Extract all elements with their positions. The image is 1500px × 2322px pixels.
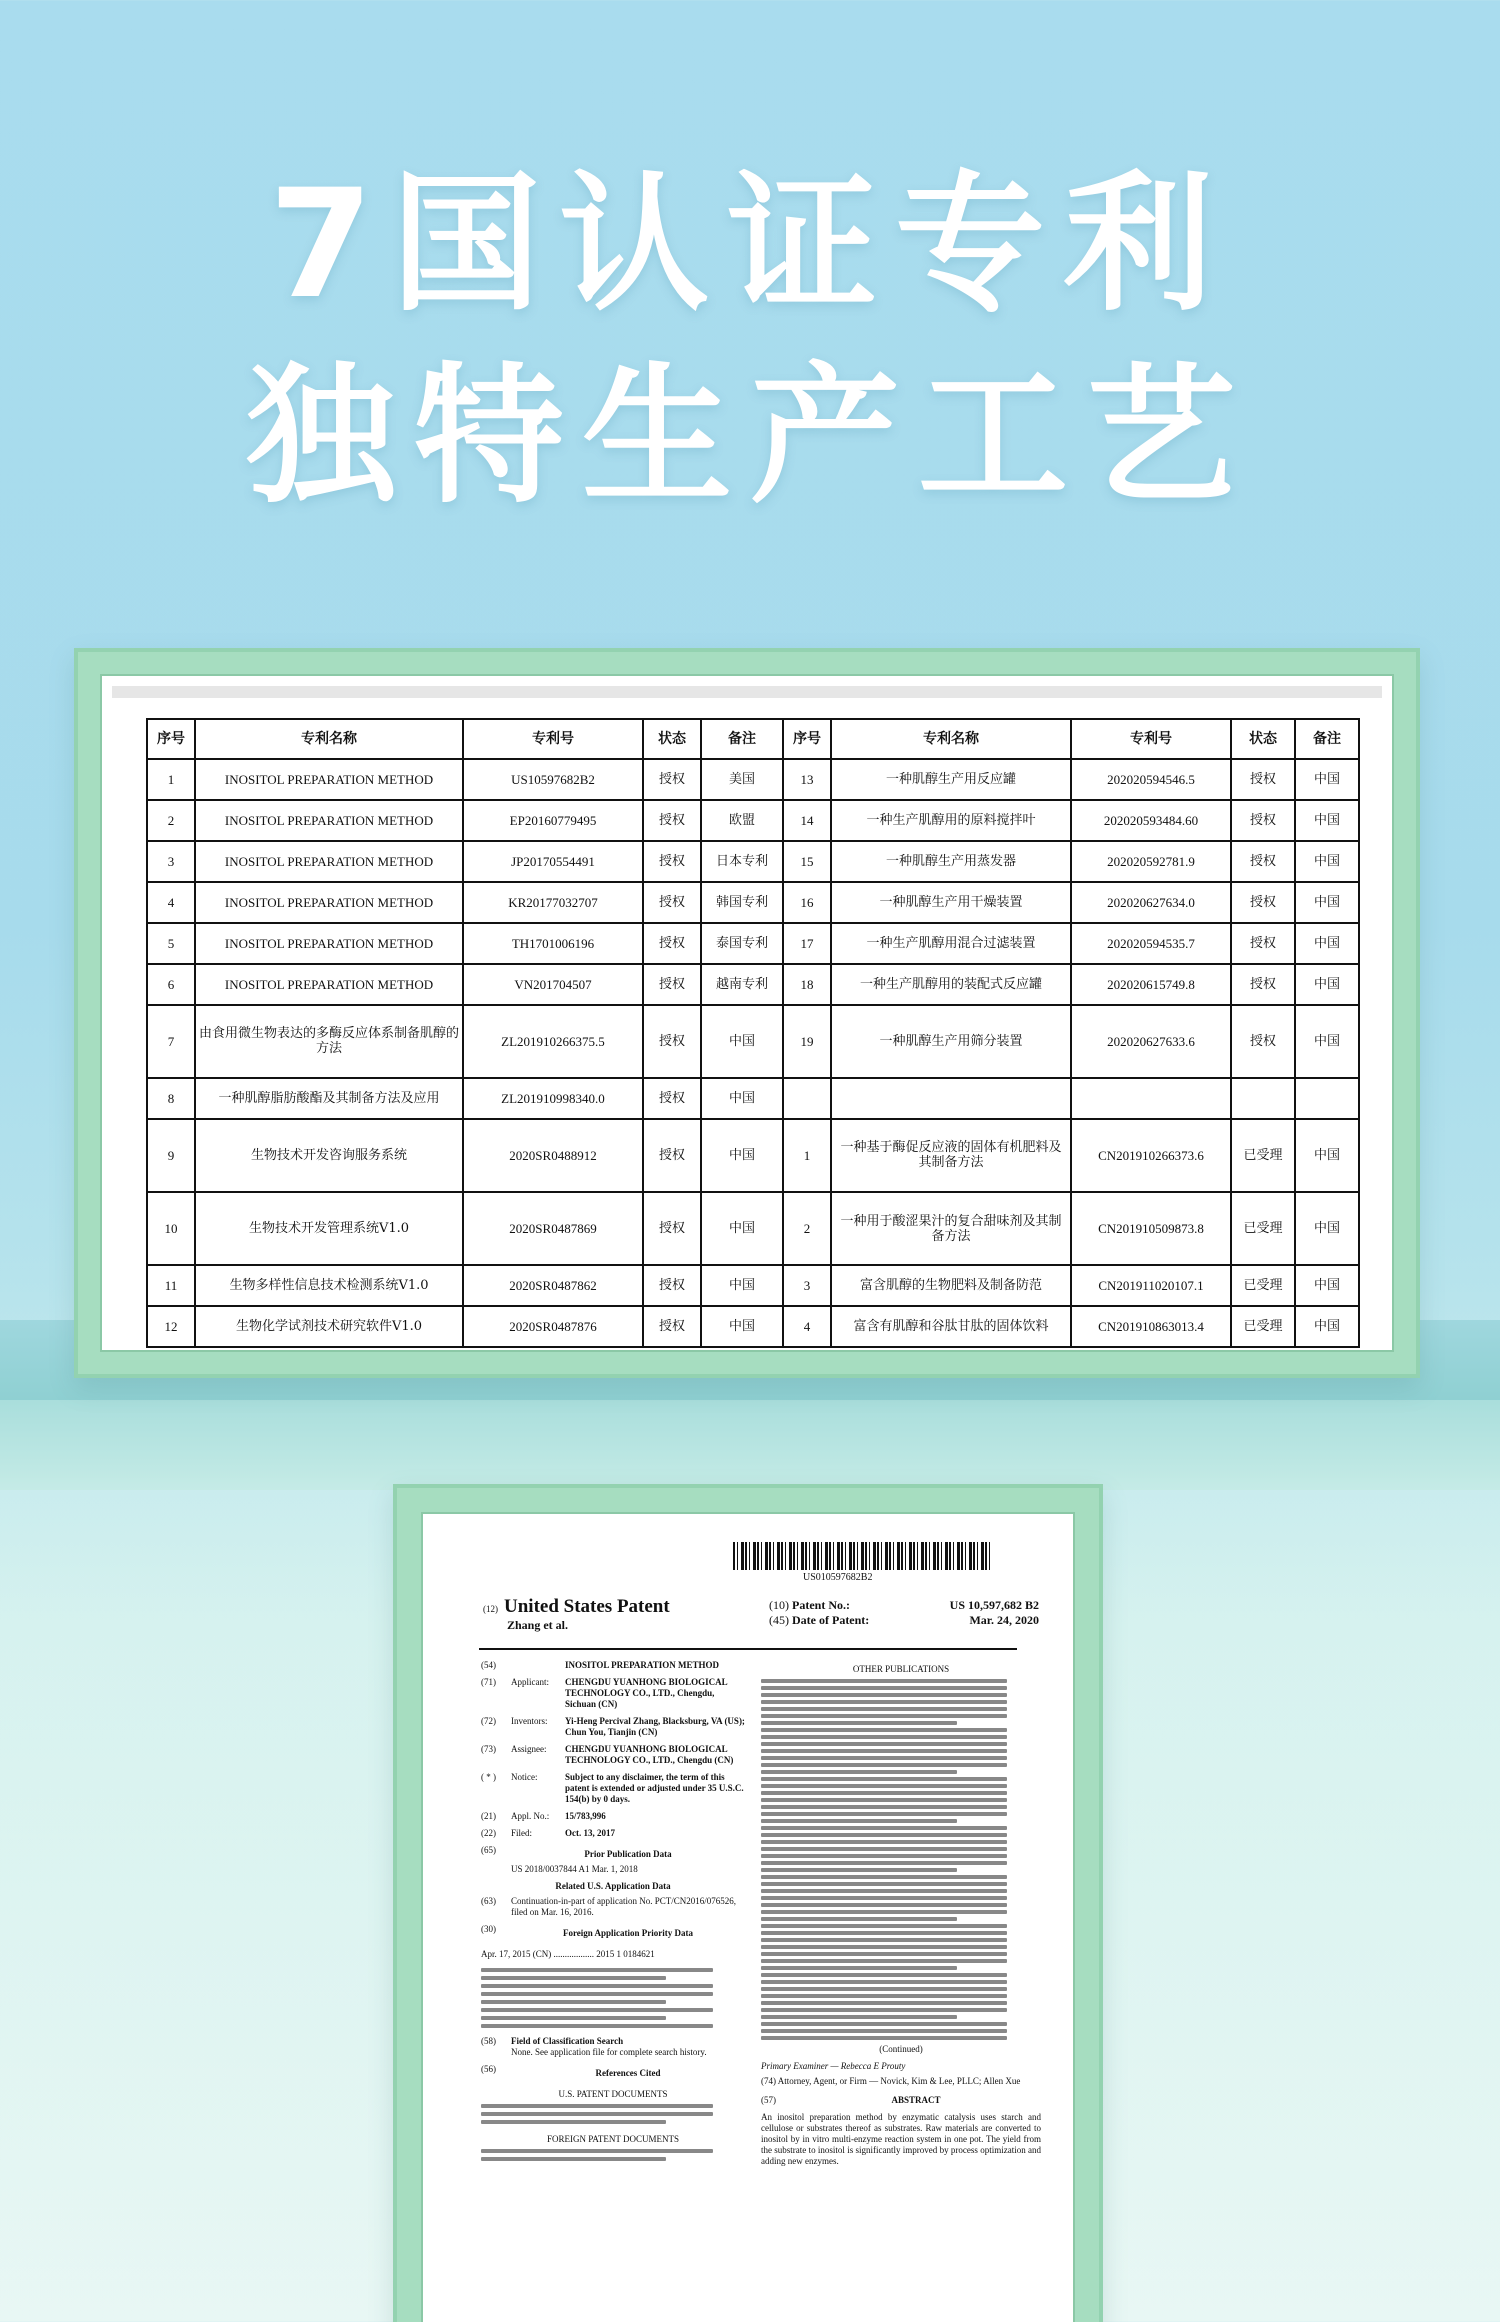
note-cell: 美国 [701,759,783,800]
class-line [481,1992,713,1996]
status-cell [1231,1078,1295,1119]
table-row [147,1192,1359,1265]
publication-line [761,1805,1007,1809]
note-cell: 越南专利 [701,964,783,1005]
field-text: None. See application file for complete search history. [511,2047,707,2057]
seq-cell: 8 [147,1078,195,1119]
note-cell: 中国 [1295,1119,1359,1192]
publication-line [761,1756,1007,1760]
field-code: (73) [481,1744,496,1754]
field-value: CHENGDU YUANHONG BIOLOGICAL TECHNOLOGY CO., LTD., Chengdu, Sichuan (CN) [565,1677,728,1709]
table-row [147,759,1359,800]
status-cell: 授权 [1231,882,1295,923]
note-cell: 韩国专利 [701,882,783,923]
seq-cell: 3 [147,841,195,882]
ref-line [481,2112,713,2116]
patent-table-sheet [100,674,1394,1352]
field-code: (22) [481,1828,496,1838]
publication-line [761,1882,1007,1886]
field-heading: Field of Classification Search [511,2036,624,2046]
publication-line [761,1861,1007,1865]
publication-line [761,1735,1007,1739]
abstract-text: An inositol preparation method by enzymatic catalysis uses starch and cellulose or substrates thereof as substrates. Raw materials are converted to inositol by in vitro multi-enzyme reaction system in one pot. The yield from the substrate to inositol is significantly improved by process optimization and adding new enzymes. [761,2112,1041,2166]
number-cell: CN201910266373.6 [1071,1119,1231,1192]
name-cell: 一种用于酸涩果汁的复合甜味剂及其制备方法 [831,1192,1071,1265]
field-value: CHENGDU YUANHONG BIOLOGICAL TECHNOLOGY CO., LTD., Chengdu (CN) [565,1744,734,1765]
class-line [481,2008,713,2012]
publication-line [761,2036,1007,2040]
name-cell [831,1078,1071,1119]
code-10: (10) [769,1598,789,1612]
field-code: (72) [481,1716,496,1726]
status-cell: 授权 [1231,800,1295,841]
note-cell: 中国 [1295,923,1359,964]
name-cell: 一种生产肌醇用的原料搅拌叶 [831,800,1071,841]
related-heading: Related U.S. Application Data [555,1881,671,1891]
number-cell: ZL201910266375.5 [463,1005,643,1078]
publication-line [761,1924,1007,1928]
barcode-number: US010597682B2 [803,1572,873,1583]
column-header: 状态 [1231,719,1295,759]
publication-line [761,1840,1007,1844]
scan-strip [112,686,1382,698]
us-patent-frame [393,1484,1103,2322]
field-value: Subject to any disclaimer, the term of this patent is extended or adjusted under 35 U.S.C. 154(b) by 0 days. [565,1772,744,1804]
publication-line [761,1854,1007,1858]
patent-table-frame [74,648,1420,1378]
status-cell: 授权 [643,882,701,923]
number-cell: 2020SR0487876 [463,1306,643,1347]
number-cell: KR20177032707 [463,882,643,923]
table-row [147,1306,1359,1347]
table-row [147,923,1359,964]
table-row [147,1119,1359,1192]
note-cell: 泰国专利 [701,923,783,964]
foreign-heading: Foreign Application Priority Data [562,1928,694,1938]
publication-line [761,1945,1007,1949]
patent-field [481,1828,745,1839]
seq-cell: 10 [147,1192,195,1265]
number-cell [1071,1078,1231,1119]
ref-line [481,2149,713,2153]
seq-cell: 3 [783,1265,831,1306]
number-cell: 2020SR0487862 [463,1265,643,1306]
code-12: (12) [483,1604,498,1614]
table-row [147,1005,1359,1078]
publication-line [761,1959,1007,1963]
related-text: Continuation-in-part of application No. PCT/CN2016/076526, filed on Mar. 16, 2016. [511,1896,736,1917]
name-cell: 生物多样性信息技术检测系统V1.0 [195,1265,463,1306]
column-header: 备注 [1295,719,1359,759]
seq-cell: 4 [147,882,195,923]
ref-line [481,2120,666,2124]
column-header: 专利名称 [831,719,1071,759]
status-cell: 授权 [643,1192,701,1265]
seq-cell: 14 [783,800,831,841]
date-label: Date of Patent: [792,1613,870,1627]
seq-cell: 1 [783,1119,831,1192]
number-cell: CN201910509873.8 [1071,1192,1231,1265]
status-cell: 授权 [1231,759,1295,800]
table-row [147,841,1359,882]
display-shelf-front [0,1400,1500,1490]
publication-line [761,1693,1007,1697]
foreign-priority: Apr. 17, 2015 (CN) .................. 2015 1 0184621 [481,1949,655,1959]
field-label: Assignee: [511,1744,547,1754]
status-cell: 授权 [1231,964,1295,1005]
status-cell: 授权 [643,841,701,882]
status-cell: 授权 [1231,1005,1295,1078]
class-line [481,1968,713,1972]
abstract-code: (57) [761,2095,776,2105]
publication-line [761,2008,1007,2012]
name-cell: 生物技术开发咨询服务系统 [195,1119,463,1192]
headline-line-2: 独特生产工艺 [245,350,1254,524]
name-cell: 一种基于酶促反应液的固体有机肥料及其制备方法 [831,1119,1071,1192]
name-cell: 一种生产肌醇用的装配式反应罐 [831,964,1071,1005]
header-rule [479,1648,1017,1650]
publication-line [761,1931,1007,1935]
number-cell: 202020592781.9 [1071,841,1231,882]
number-cell: CN201910863013.4 [1071,1306,1231,1347]
field-value: INOSITOL PREPARATION METHOD [565,1660,720,1670]
note-cell: 中国 [1295,800,1359,841]
publication-line [761,2015,957,2019]
column-header: 专利号 [1071,719,1231,759]
seq-cell: 9 [147,1119,195,1192]
publication-line [761,1707,1007,1711]
patent-field [481,1677,745,1710]
note-cell: 中国 [1295,841,1359,882]
patent-no-label: Patent No.: [792,1598,850,1612]
publication-line [761,1896,1007,1900]
note-cell: 中国 [1295,759,1359,800]
us-docs-heading: U.S. PATENT DOCUMENTS [558,2089,668,2099]
seq-cell: 11 [147,1265,195,1306]
publication-line [761,1868,957,1872]
seq-cell: 7 [147,1005,195,1078]
class-line [481,1984,713,1988]
number-cell: 2020SR0488912 [463,1119,643,1192]
note-cell: 欧盟 [701,800,783,841]
field-code: (71) [481,1677,496,1687]
table-row [147,1078,1359,1119]
foreign-docs-heading: FOREIGN PATENT DOCUMENTS [546,2134,680,2144]
publication-line [761,1987,1007,1991]
name-cell: INOSITOL PREPARATION METHOD [195,759,463,800]
note-cell [1295,1078,1359,1119]
field-value: Yi-Heng Percival Zhang, Blacksburg, VA (US); Chun You, Tianjin (CN) [565,1716,745,1737]
name-cell: INOSITOL PREPARATION METHOD [195,882,463,923]
seq-cell: 5 [147,923,195,964]
number-cell: VN201704507 [463,964,643,1005]
patent-left-column: (54) INOSITOL PREPARATION METHOD (71) Applicant: CHENGDU YUANHONG BIOLOGICAL TECHNOLOGY CO., LTD., Chengdu, Sichuan (CN) (72) Inventors: Yi-Heng Percival Zhang, Blacksburg, VA (US); Chun You, Tianjin (CN) (73) Assignee: CHENGDU YUANHONG BIOLOGICAL TECHNOLOGY CO., LTD., Chengdu (CN) ( * ) Notice: Subject to any disclaimer, the term of this patent is extended or adjusted under 35 U.S.C. 154(b) by 0 days. (21) Appl. No.: 15/783,996 (22) Filed: Oct. 13, 2017 (65) Prior Publication Data US 2018/0037844 A1 Mar. 1, 2018 Related U.S. Application Data (63) Continuation-in-part of application No. PCT/CN2016/076526, filed on Mar. 16, 2016. (30) Foreign Application Priority Data Apr. 17, 2015 (CN) .................. 2015 1 0184621 (58) Field of Classification Search None. See application file for complete search history. (56) References Cited U.S. PATENT DOCUMENTS FOREIGN PATENT DOCUMENTS [481,1660,745,2165]
publication-line [761,1966,957,1970]
status-cell: 已受理 [1231,1306,1295,1347]
other-pubs-heading: OTHER PUBLICATIONS [852,1664,950,1674]
field-code: (21) [481,1811,496,1821]
field-code: ( * ) [481,1772,496,1782]
column-header: 备注 [701,719,783,759]
patent-right-column [761,1660,1041,2167]
name-cell: 生物技术开发管理系统V1.0 [195,1192,463,1265]
note-cell: 中国 [1295,964,1359,1005]
patent-field [481,1744,745,1766]
ref-line [481,2104,713,2108]
patent-country-title: United States Patent [504,1596,670,1617]
patent-authors: Zhang et al. [507,1618,569,1632]
name-cell: INOSITOL PREPARATION METHOD [195,841,463,882]
attorney: (74) Attorney, Agent, or Firm — Novick, Kim & Lee, PLLC; Allen Xue [761,2076,1021,2086]
table-row [147,882,1359,923]
number-cell: CN201911020107.1 [1071,1265,1231,1306]
publication-line [761,1994,1007,1998]
field-label: Notice: [511,1772,538,1782]
note-cell: 中国 [1295,1192,1359,1265]
column-header: 状态 [643,719,701,759]
number-cell: 202020615749.8 [1071,964,1231,1005]
ref-line [481,2157,666,2161]
name-cell: 富含有肌醇和谷肽甘肽的固体饮料 [831,1306,1071,1347]
headline-line-1: 7国认证专利 [268,158,1232,332]
publication-line [761,1791,1007,1795]
status-cell: 授权 [643,1078,701,1119]
publication-line [761,1749,1007,1753]
publication-line [761,2022,1007,2026]
seq-cell: 2 [147,800,195,841]
name-cell: 一种肌醇生产用干燥装置 [831,882,1071,923]
field-label: Filed: [511,1828,533,1838]
status-cell: 授权 [643,1119,701,1192]
publication-line [761,1770,957,1774]
class-line [481,2016,666,2020]
patent-field [481,1716,745,1738]
publication-line [761,1903,1007,1907]
column-header: 专利名称 [195,719,463,759]
number-cell: JP20170554491 [463,841,643,882]
publication-line [761,1784,1007,1788]
field-label: Inventors: [511,1716,548,1726]
name-cell: 一种肌醇脂肪酸酯及其制备方法及应用 [195,1078,463,1119]
abstract-heading: ABSTRACT [891,2095,941,2105]
note-cell: 中国 [1295,1005,1359,1078]
status-cell: 授权 [1231,923,1295,964]
note-cell: 中国 [1295,1265,1359,1306]
publication-line [761,2001,1007,2005]
publication-line [761,1700,1007,1704]
note-cell: 中国 [701,1119,783,1192]
patent-list-table [146,718,1360,1348]
name-cell: 一种生产肌醇用混合过滤装置 [831,923,1071,964]
publication-line [761,1819,957,1823]
field-label: Appl. No.: [511,1811,550,1821]
us-patent-document [421,1512,1075,2322]
note-cell: 中国 [701,1192,783,1265]
seq-cell: 4 [783,1306,831,1347]
note-cell: 中国 [701,1265,783,1306]
number-cell: 202020594546.5 [1071,759,1231,800]
seq-cell [783,1078,831,1119]
note-cell: 日本专利 [701,841,783,882]
publication-line [761,1938,1007,1942]
note-cell: 中国 [701,1078,783,1119]
name-cell: INOSITOL PREPARATION METHOD [195,923,463,964]
status-cell: 授权 [643,1265,701,1306]
number-cell: EP20160779495 [463,800,643,841]
table-header-row [147,719,1359,759]
status-cell: 已受理 [1231,1265,1295,1306]
publication-line [761,1826,1007,1830]
patent-field [481,1811,745,1822]
seq-cell: 18 [783,964,831,1005]
note-cell: 中国 [701,1005,783,1078]
status-cell: 授权 [1231,841,1295,882]
patent-field [481,1660,745,1671]
note-cell: 中国 [1295,882,1359,923]
seq-cell: 13 [783,759,831,800]
publication-line [761,1875,1007,1879]
name-cell: 一种肌醇生产用反应罐 [831,759,1071,800]
table-row [147,1265,1359,1306]
publication-line [761,1917,957,1921]
status-cell: 授权 [643,1005,701,1078]
publication-line [761,1679,1007,1683]
seq-cell: 12 [147,1306,195,1347]
status-cell: 已受理 [1231,1119,1295,1192]
status-cell: 授权 [643,800,701,841]
publication-line [761,1889,1007,1893]
publication-line [761,1728,1007,1732]
name-cell: 一种肌醇生产用筛分装置 [831,1005,1071,1078]
continued-label: (Continued) [879,2044,923,2054]
table-row [147,800,1359,841]
note-cell: 中国 [1295,1306,1359,1347]
publication-line [761,1812,1007,1816]
class-line [481,2024,713,2028]
seq-cell: 6 [147,964,195,1005]
number-cell: 202020593484.60 [1071,800,1231,841]
name-cell: INOSITOL PREPARATION METHOD [195,964,463,1005]
seq-cell: 1 [147,759,195,800]
seq-cell: 15 [783,841,831,882]
status-cell: 授权 [643,964,701,1005]
patent-number: US 10,597,682 B2 [949,1598,1039,1612]
publication-line [761,1742,1007,1746]
seq-cell: 19 [783,1005,831,1078]
note-cell: 中国 [701,1306,783,1347]
number-cell: US10597682B2 [463,759,643,800]
seq-cell: 16 [783,882,831,923]
name-cell: 富含肌醇的生物肥料及制备防范 [831,1265,1071,1306]
publication-line [761,1973,1007,1977]
status-cell: 已受理 [1231,1192,1295,1265]
prior-pub: US 2018/0037844 A1 Mar. 1, 2018 [511,1864,638,1874]
class-line [481,1976,666,1980]
field-value: Oct. 13, 2017 [565,1828,615,1838]
publication-line [761,1798,1007,1802]
number-cell: ZL201910998340.0 [463,1078,643,1119]
table-row [147,964,1359,1005]
number-cell: 2020SR0487869 [463,1192,643,1265]
publication-line [761,1910,1007,1914]
publication-line [761,1952,1007,1956]
status-cell: 授权 [643,923,701,964]
publication-line [761,1686,1007,1690]
seq-cell: 17 [783,923,831,964]
publication-line [761,1763,1007,1767]
barcode [733,1542,993,1570]
column-header: 专利号 [463,719,643,759]
primary-examiner: Primary Examiner — Rebecca E Prouty [761,2061,906,2071]
patent-date: Mar. 24, 2020 [969,1613,1039,1627]
status-cell: 授权 [643,759,701,800]
publication-line [761,1721,957,1725]
publication-line [761,1714,1007,1718]
publication-line [761,2029,1007,2033]
status-cell: 授权 [643,1306,701,1347]
patent-list-body [147,759,1359,1347]
number-cell: 202020627634.0 [1071,882,1231,923]
code-45: (45) [769,1613,789,1627]
name-cell: 由食用微生物表达的多酶反应体系制备肌醇的方法 [195,1005,463,1078]
seq-cell: 2 [783,1192,831,1265]
field-label: Applicant: [511,1677,549,1687]
publication-line [761,1847,1007,1851]
number-cell: 202020627633.6 [1071,1005,1231,1078]
patent-field [481,1772,745,1805]
column-header: 序号 [147,719,195,759]
refs-heading: References Cited [595,2068,661,2078]
name-cell: 生物化学试剂技术研究软件V1.0 [195,1306,463,1347]
publication-line [761,1777,1007,1781]
number-cell: TH1701006196 [463,923,643,964]
publication-line [761,1833,1007,1837]
name-cell: 一种肌醇生产用蒸发器 [831,841,1071,882]
field-label [511,1660,565,1671]
prior-pub-heading: Prior Publication Data [584,1849,672,1859]
name-cell: INOSITOL PREPARATION METHOD [195,800,463,841]
class-line [481,2000,666,2004]
column-header: 序号 [783,719,831,759]
number-cell: 202020594535.7 [1071,923,1231,964]
field-code: (54) [481,1660,496,1670]
field-value: 15/783,996 [565,1811,606,1821]
publication-line [761,1980,1007,1984]
